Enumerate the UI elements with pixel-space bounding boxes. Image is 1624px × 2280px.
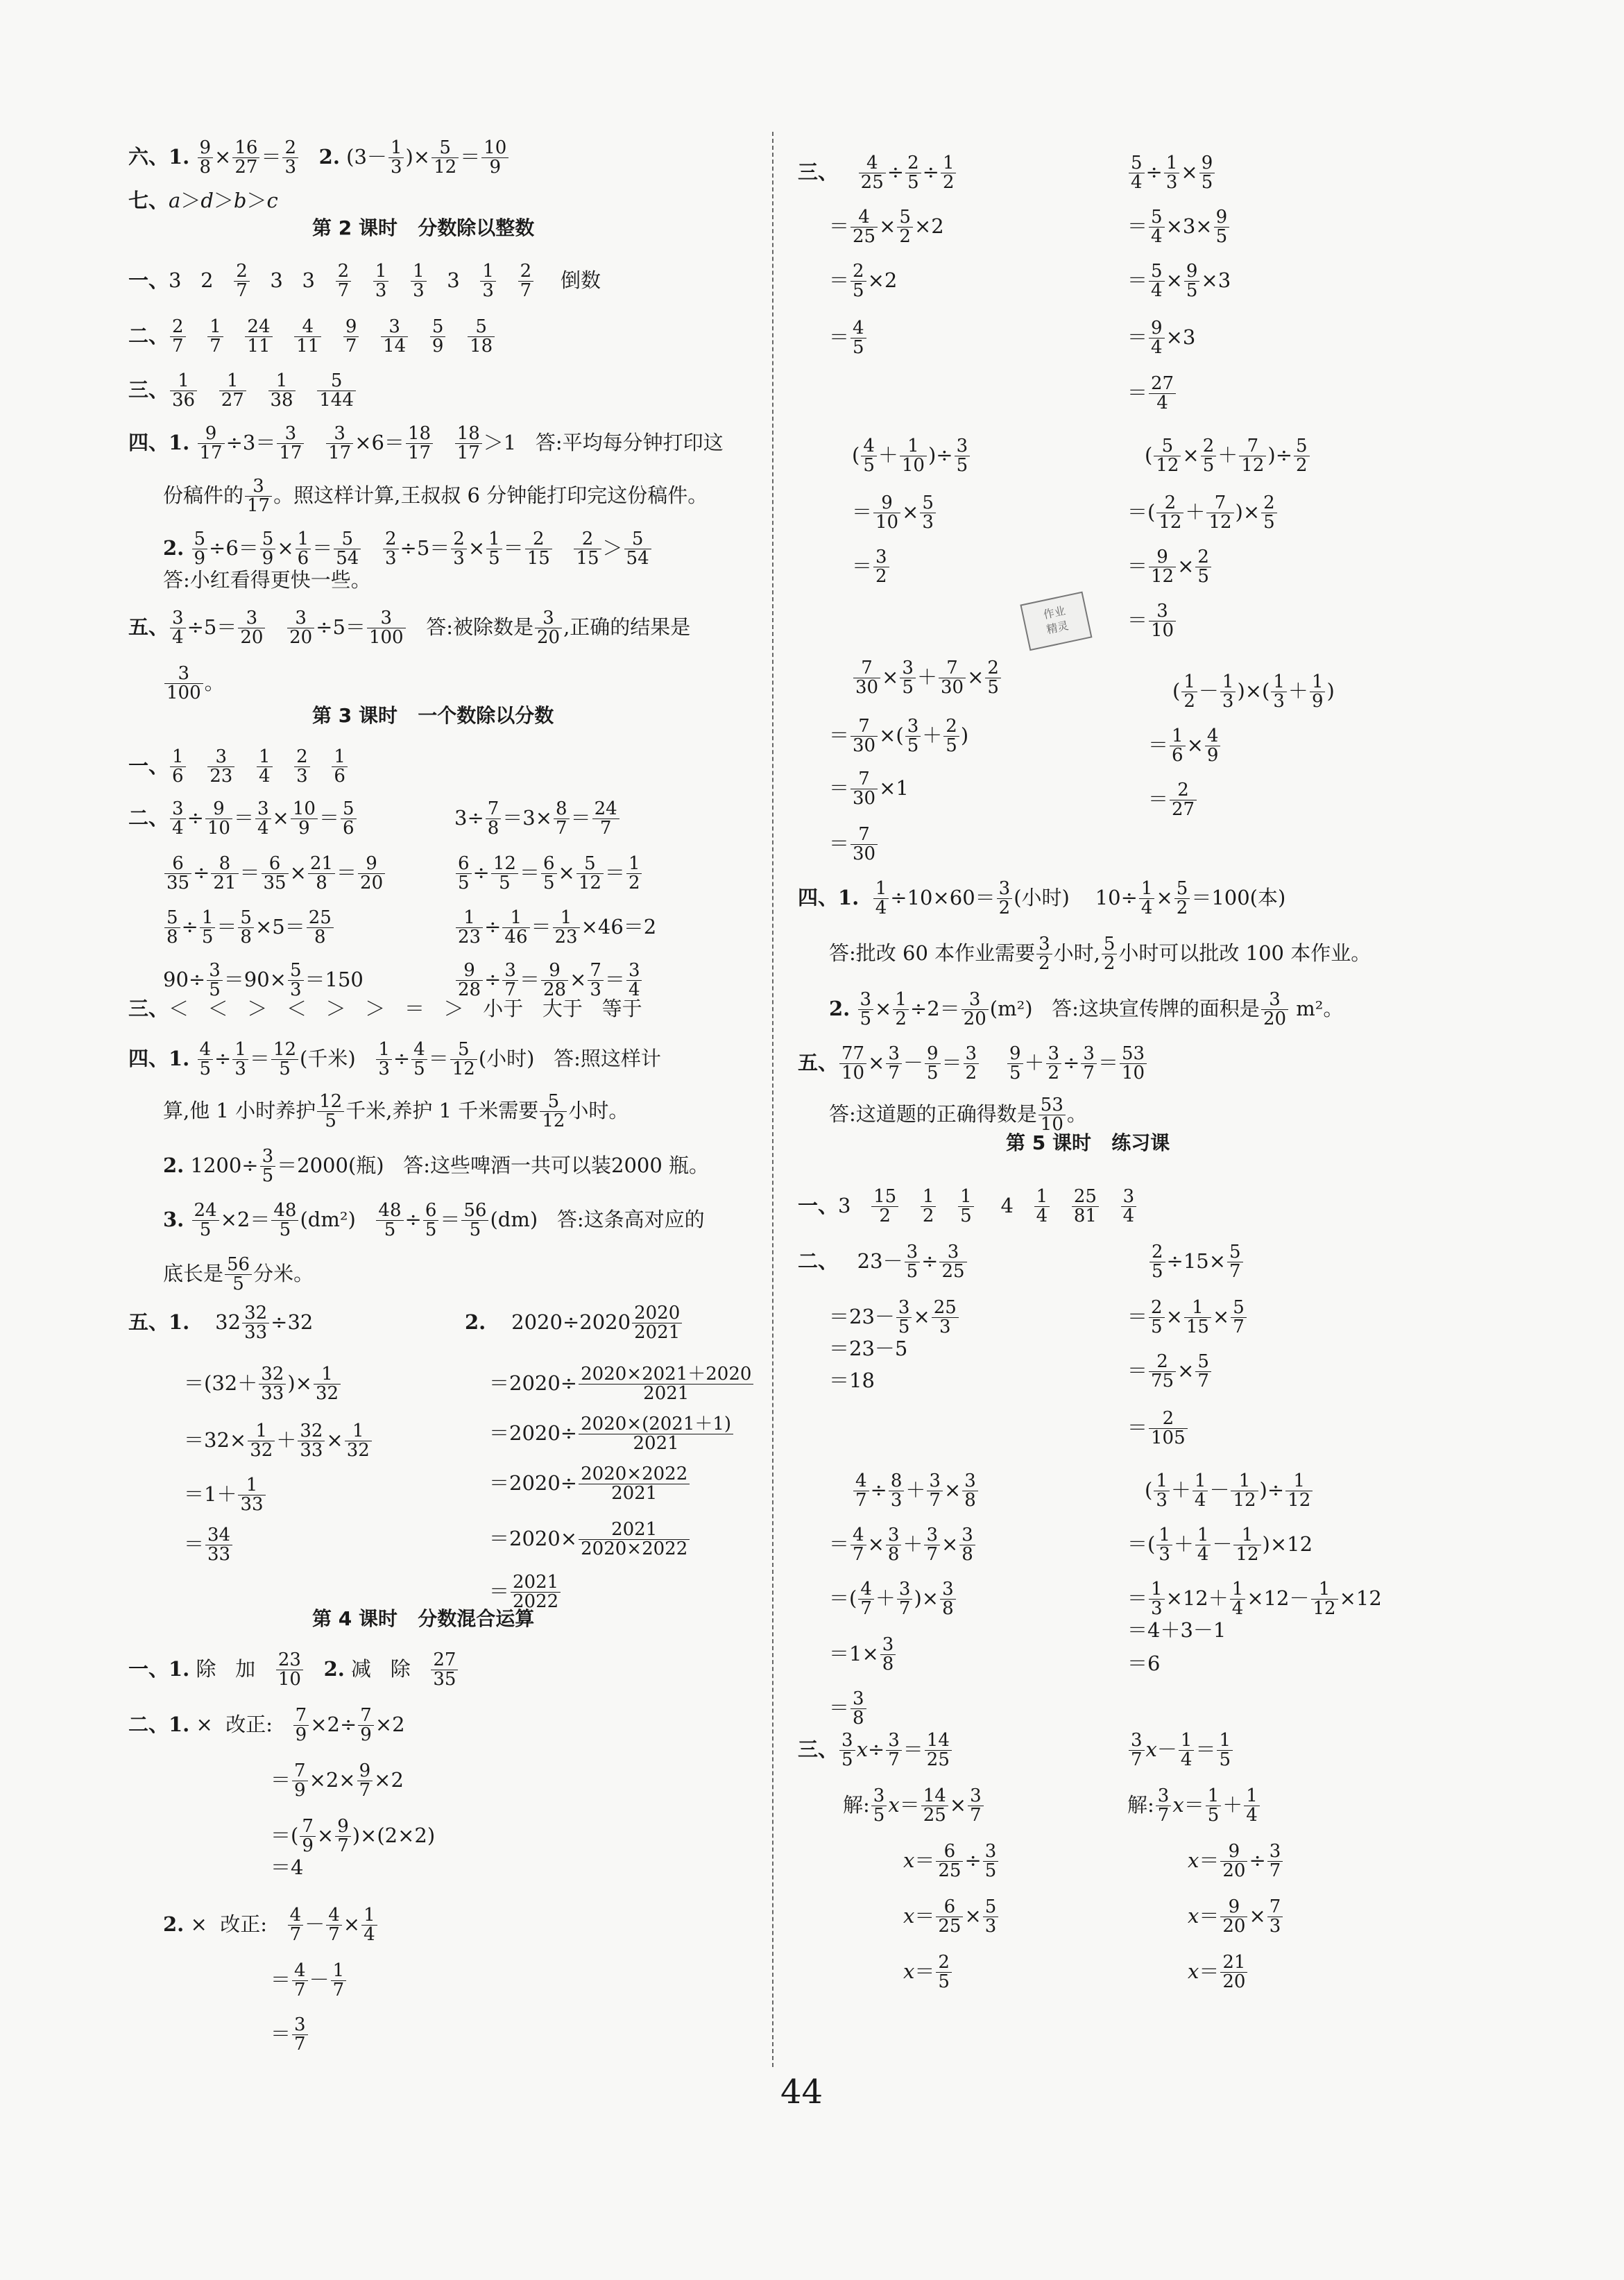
svg-text:精灵: 精灵 — [1045, 619, 1070, 637]
answer-line: ＝ $\frac{4}{7}$ × $\frac{3}{8}$ ＋ $\frac{3}{7}$ × $\frac{3}{8}$ — [829, 1526, 977, 1565]
answer-line: ＝ $\frac{7}{30}$ ×1 — [829, 769, 909, 809]
answer-line: 2. × 改正: $\frac{4}{7}$ － $\frac{4}{7}$ × $\frac{1}{4}$ — [163, 1906, 379, 1945]
answer-line: $\frac{3}{7}$ x－ $\frac{1}{4}$ ＝ $\frac{1}{5}$ — [1127, 1731, 1234, 1770]
answer-line: ＝ $\frac{4}{7}$ － $\frac{1}{7}$ — [271, 1962, 348, 2000]
answer-line: ＝18 — [829, 1369, 875, 1392]
answer-line: 三、 $\frac{3}{5}$ x÷ $\frac{3}{7}$ ＝ $\frac{14}{25}$ — [798, 1731, 953, 1770]
answer-line: $\frac{2}{5}$ ÷15× $\frac{5}{7}$ — [1148, 1243, 1245, 1282]
answer-line: 二、 $\frac{3}{4}$ ÷ $\frac{9}{10}$ ＝ $\frac{3}{4}$ × $\frac{10}{9}$ ＝ $\frac{5}{6}$ — [128, 800, 358, 839]
answer-line: ＝ $\frac{3}{2}$ — [852, 548, 891, 587]
stamp-logo — [1013, 588, 1103, 658]
answer-line: 底长是 $\frac{56}{5}$ 分米。 — [163, 1254, 314, 1295]
answer-line: ＝23－ $\frac{3}{5}$ × $\frac{25}{3}$ — [829, 1298, 960, 1337]
answer-line: ＝1× $\frac{3}{8}$ — [829, 1636, 897, 1674]
answer-line: ＝ $\frac{2}{5}$ ×2 — [829, 261, 898, 302]
answer-line: ＝ $\frac{5}{4}$ ×3× $\frac{9}{5}$ — [1127, 208, 1231, 247]
answer-line: ＝ $\frac{3}{10}$ — [1127, 602, 1177, 641]
answer-line: x＝ $\frac{21}{20}$ — [1188, 1953, 1249, 1992]
answer-line: ＝2020÷ $\frac{2020\times(2021+1)}{2021}$ — [489, 1415, 735, 1454]
answer-line: 2. $\frac{3}{5}$ × $\frac{1}{2}$ ÷2＝ $\frac{3}{20}$ (m²) 答:这块宣传牌的面积是 $\frac{3}{20}$ m²。 — [829, 989, 1344, 1030]
section-heading: 第 3 课时 一个数除以分数 — [312, 704, 554, 727]
section-heading: 第 4 课时 分数混合运算 — [312, 1607, 535, 1630]
answer-line: ( $\frac{1}{3}$ ＋ $\frac{1}{4}$ － $\frac{1}{12}$ )÷ $\frac{1}{12}$ — [1145, 1472, 1314, 1511]
answer-line: ＝ $\frac{27}{4}$ — [1127, 375, 1177, 413]
answer-line: ＝ $\frac{9}{10}$ × $\frac{5}{3}$ — [852, 494, 937, 533]
answer-line: 解: $\frac{3}{5}$ x＝ $\frac{14}{25}$ × $\frac{3}{7}$ — [843, 1787, 985, 1826]
answer-line: 份稿件的 $\frac{3}{17}$ 。照这样计算,王叔叔 6 分钟能打印完这份稿件。 — [163, 476, 708, 517]
answer-line: ＝ $\frac{7}{30}$ — [829, 825, 879, 864]
answer-line: ＝2020÷ $\frac{2020\times 2021+2020}{2021}$ — [489, 1365, 755, 1404]
answer-line: $\frac{3}{100}$ 。 — [163, 665, 225, 703]
answer-line: 四、1. $\frac{4}{5}$ ÷ $\frac{1}{3}$ ＝ $\frac{12}{5}$ (千米) $\frac{1}{3}$ ÷ $\frac{4}{5}$ ＝ $\frac{5}{12}$ (小时) 答:照这样计 — [128, 1039, 661, 1080]
answer-line: $\frac{7}{30}$ × $\frac{3}{5}$ ＋ $\frac{7}{30}$ × $\frac{2}{5}$ — [852, 659, 1002, 698]
answer-line: ＝ $\frac{2}{5}$ × $\frac{1}{15}$ × $\frac{5}{7}$ — [1127, 1298, 1248, 1337]
answer-line: 答:批改 60 本作业需要 $\frac{3}{2}$ 小时, $\frac{5}{2}$ 小时可以批改 100 本作业。 — [829, 934, 1371, 975]
answer-line: ＝6 — [1127, 1652, 1161, 1675]
answer-line: ＝ $\frac{2021}{2022}$ — [489, 1573, 562, 1612]
answer-line: 五、 $\frac{77}{10}$ × $\frac{3}{7}$ － $\frac{9}{5}$ ＝ $\frac{3}{2}$ $\frac{9}{5}$ ＋ $\frac{3}{2}$ ÷ $\frac{3}{7}$ ＝ $\frac{53}{10}$ — [798, 1045, 1148, 1083]
answer-line: x＝ $\frac{6}{25}$ × $\frac{5}{3}$ — [903, 1898, 1000, 1937]
answer-line: ＝( $\frac{4}{7}$ ＋ $\frac{3}{7}$ )× $\frac{3}{8}$ — [829, 1580, 957, 1619]
page-number: 44 — [780, 2073, 823, 2111]
answer-line: ( $\frac{4}{5}$ ＋ $\frac{1}{10}$ )÷ $\frac{3}{5}$ — [852, 437, 971, 476]
answer-line: $\frac{4}{7}$ ÷ $\frac{8}{3}$ ＋ $\frac{3}{7}$ × $\frac{3}{8}$ — [852, 1472, 980, 1511]
answer-line: 三、 $\frac{4}{25}$ ÷ $\frac{2}{5}$ ÷ $\frac{1}{2}$ — [798, 154, 957, 193]
answer-line: 答:小红看得更快一些。 — [163, 568, 371, 592]
answer-line: ＝ $\frac{34}{33}$ — [184, 1526, 234, 1565]
answer-line: 三、＜ ＜ ＞ ＜ ＞ ＞ ＝ ＞ 小于 大于 等于 — [128, 997, 642, 1020]
answer-line: ＝ $\frac{5}{4}$ × $\frac{9}{5}$ ×3 — [1127, 261, 1231, 302]
svg-text:作业: 作业 — [1042, 603, 1067, 622]
answer-line: 解: $\frac{3}{7}$ x＝ $\frac{1}{5}$ ＋ $\frac{1}{4}$ — [1127, 1787, 1261, 1826]
answer-line: ＝ $\frac{1}{3}$ ×12＋ $\frac{1}{4}$ ×12－ $\frac{1}{12}$ ×12 — [1127, 1579, 1382, 1620]
answer-line: ＝32× $\frac{1}{32}$ ＋ $\frac{32}{33}$ × $\frac{1}{32}$ — [184, 1422, 373, 1461]
answer-line: ＝ $\frac{4}{5}$ — [829, 319, 868, 358]
answer-line: $\frac{5}{4}$ ÷ $\frac{1}{3}$ × $\frac{9}{5}$ — [1127, 154, 1216, 193]
answer-line: ＝( $\frac{2}{12}$ ＋ $\frac{7}{12}$ )× $\frac{2}{5}$ — [1127, 494, 1279, 533]
answer-line: ＝23－5 — [829, 1337, 908, 1360]
answer-line: 90÷ $\frac{3}{5}$ ＝90× $\frac{5}{3}$ ＝150 — [163, 960, 364, 1001]
answer-line: 2. $\frac{5}{9}$ ÷6＝ $\frac{5}{9}$ × $\frac{1}{6}$ ＝ $\frac{5}{54}$ $\frac{2}{3}$ ÷5＝ $\frac{2}{3}$ × $\frac{1}{5}$ ＝ $\frac{2}{15}$ $\frac{2}{15}$ ＞ $\frac{5}{54}$ — [163, 530, 653, 569]
answer-line: ( $\frac{1}{2}$ － $\frac{1}{3}$ )×( $\frac{1}{3}$ ＋ $\frac{1}{9}$ ) — [1172, 671, 1335, 712]
answer-line: ＝ $\frac{9}{12}$ × $\frac{2}{5}$ — [1127, 548, 1213, 587]
answer-line: 二、 $\frac{2}{7}$ $\frac{1}{7}$ $\frac{24}{11}$ $\frac{4}{11}$ $\frac{9}{7}$ $\frac{3}{14}$ $\frac{5}{9}$ $\frac{5}{18}$ — [128, 318, 496, 357]
answer-line: ＝ $\frac{4}{25}$ × $\frac{5}{2}$ ×2 — [829, 207, 944, 248]
answer-line: ＝1＋ $\frac{1}{33}$ — [184, 1476, 267, 1515]
answer-line: 四、1. $\frac{1}{4}$ ÷10×60＝ $\frac{3}{2}$ (小时) 10÷ $\frac{1}{4}$ × $\frac{5}{2}$ ＝100(本) — [798, 878, 1286, 919]
answer-line: $\frac{6}{5}$ ÷ $\frac{12}{5}$ ＝ $\frac{6}{5}$ × $\frac{5}{12}$ ＝ $\frac{1}{2}$ — [454, 855, 643, 893]
answer-line: ＝( $\frac{1}{3}$ ＋ $\frac{1}{4}$ － $\frac{1}{12}$ )×12 — [1127, 1525, 1313, 1566]
answer-line: 3÷ $\frac{7}{8}$ ＝3× $\frac{8}{7}$ ＝ $\frac{24}{7}$ — [454, 800, 621, 839]
answer-line: 二、1. × 改正: $\frac{7}{9}$ ×2÷ $\frac{7}{9}$ ×2 — [128, 1705, 405, 1746]
section-heading: 第 2 课时 分数除以整数 — [312, 216, 535, 239]
answer-line: ＝4 — [271, 1855, 304, 1879]
answer-line: ＝ $\frac{7}{30}$ ×( $\frac{3}{5}$ ＋ $\frac{2}{5}$ ) — [829, 716, 969, 757]
answer-line: 一、 $\frac{1}{6}$ $\frac{3}{23}$ $\frac{1}{4}$ $\frac{2}{3}$ $\frac{1}{6}$ — [128, 748, 349, 787]
answer-line: 五、 $\frac{3}{4}$ ÷5＝ $\frac{3}{20}$ $\frac{3}{20}$ ÷5＝ $\frac{3}{100}$ 答:被除数是 $\frac{3}{20}$ ,正确的结果是 — [128, 608, 691, 649]
answer-line: 三、 $\frac{1}{36}$ $\frac{1}{27}$ $\frac{1}{38}$ $\frac{5}{144}$ — [128, 372, 357, 411]
answer-line: ＝(32＋ $\frac{32}{33}$ )× $\frac{1}{32}$ — [184, 1365, 342, 1404]
answer-line: 2. 2020÷2020 $\frac{2020}{2021}$ — [465, 1304, 683, 1343]
section-heading: 第 5 课时 练习课 — [1006, 1131, 1170, 1154]
answer-line: x＝ $\frac{6}{25}$ ÷ $\frac{3}{5}$ — [903, 1842, 1000, 1881]
answer-line: ＝ $\frac{2}{75}$ × $\frac{5}{7}$ — [1127, 1353, 1213, 1391]
answer-line: 一、1. 除 加 $\frac{23}{10}$ 2. 减 除 $\frac{27}{35}$ — [128, 1651, 459, 1690]
answer-line: x＝ $\frac{2}{5}$ — [903, 1953, 953, 1992]
answer-line: x＝ $\frac{9}{20}$ ÷ $\frac{3}{7}$ — [1188, 1842, 1284, 1881]
answer-line: ＝2020× $\frac{2021}{2020\times 2022}$ — [489, 1520, 691, 1559]
answer-line: ＝ $\frac{3}{7}$ — [271, 2016, 309, 2055]
answer-line: 七、a＞d＞b＞c — [128, 189, 278, 212]
answer-line: 答:这道题的正确得数是 $\frac{53}{10}$ 。 — [829, 1095, 1087, 1135]
answer-line: ＝ $\frac{2}{27}$ — [1148, 781, 1198, 820]
answer-line: 2. 1200÷ $\frac{3}{5}$ ＝2000(瓶) 答:这些啤酒一共可以装2000 瓶。 — [163, 1146, 710, 1187]
column-divider — [772, 132, 773, 2067]
answer-line: ＝ $\frac{3}{8}$ — [829, 1690, 868, 1729]
answer-line: 一、3 2 $\frac{2}{7}$ 3 3 $\frac{2}{7}$ $\frac{1}{3}$ $\frac{1}{3}$ 3 $\frac{1}{3}$ $\frac{2}{7}$ 倒数 — [128, 261, 601, 302]
answer-line: $\frac{5}{8}$ ÷ $\frac{1}{5}$ ＝ $\frac{5}{8}$ ×5＝ $\frac{25}{8}$ — [163, 909, 335, 948]
answer-line: 五、1. 32 $\frac{32}{33}$ ÷32 — [128, 1303, 314, 1344]
answer-line: ( $\frac{5}{12}$ × $\frac{2}{5}$ ＋ $\frac{7}{12}$ )÷ $\frac{5}{2}$ — [1145, 437, 1311, 476]
answer-line: $\frac{1}{23}$ ÷ $\frac{1}{46}$ ＝ $\frac{1}{23}$ ×46＝2 — [454, 909, 656, 948]
answer-line: ＝( $\frac{7}{9}$ × $\frac{9}{7}$ )×(2×2) — [271, 1816, 436, 1857]
answer-line: ＝ $\frac{1}{6}$ × $\frac{4}{9}$ — [1148, 727, 1222, 766]
answer-line: 算,他 1 小时养护 $\frac{12}{5}$ 千米,养护 1 千米需要 $\frac{5}{12}$ 小时。 — [163, 1091, 629, 1132]
answer-line: ＝2020÷ $\frac{2020\times 2022}{2021}$ — [489, 1465, 691, 1504]
answer-line: 四、1. $\frac{9}{17}$ ÷3＝ $\frac{3}{17}$ $\frac{3}{17}$ ×6＝ $\frac{18}{17}$ $\frac{18}{17}$ ＞1 答:平均每分钟打印这 — [128, 423, 724, 464]
answer-line: ＝4＋3－1 — [1127, 1618, 1226, 1642]
answer-line: x＝ $\frac{9}{20}$ × $\frac{7}{3}$ — [1188, 1898, 1284, 1937]
answer-line: $\frac{9}{28}$ ÷ $\frac{3}{7}$ ＝ $\frac{9}{28}$ × $\frac{7}{3}$ ＝ $\frac{3}{4}$ — [454, 961, 643, 1000]
answer-line: ＝ $\frac{7}{9}$ ×2× $\frac{9}{7}$ ×2 — [271, 1760, 404, 1801]
answer-line: 一、3 $\frac{15}{2}$ $\frac{1}{2}$ $\frac{1}{5}$ 4 $\frac{1}{4}$ $\frac{25}{81}$ $\frac{3}{4}$ — [798, 1188, 1138, 1226]
answer-line: ＝ $\frac{9}{4}$ ×3 — [1127, 318, 1196, 359]
answer-line: 3. $\frac{24}{5}$ ×2＝ $\frac{48}{5}$ (dm²) $\frac{48}{5}$ ÷ $\frac{6}{5}$ ＝ $\frac{56}{5}$ (dm) 答:这条高对应的 — [163, 1200, 705, 1241]
answer-line: ＝ $\frac{2}{105}$ — [1127, 1409, 1189, 1448]
answer-line: 六、1. $\frac{9}{8}$ × $\frac{16}{27}$ ＝ $\frac{2}{3}$ 2. (3－ $\frac{1}{3}$ )× $\frac{5}{12}$ ＝ $\frac{10}{9}$ — [128, 139, 510, 178]
answer-line: $\frac{6}{35}$ ÷ $\frac{8}{21}$ ＝ $\frac{6}{35}$ × $\frac{21}{8}$ ＝ $\frac{9}{20}$ — [163, 855, 386, 893]
answer-line: 二、 23－ $\frac{3}{5}$ ÷ $\frac{3}{25}$ — [798, 1243, 968, 1282]
